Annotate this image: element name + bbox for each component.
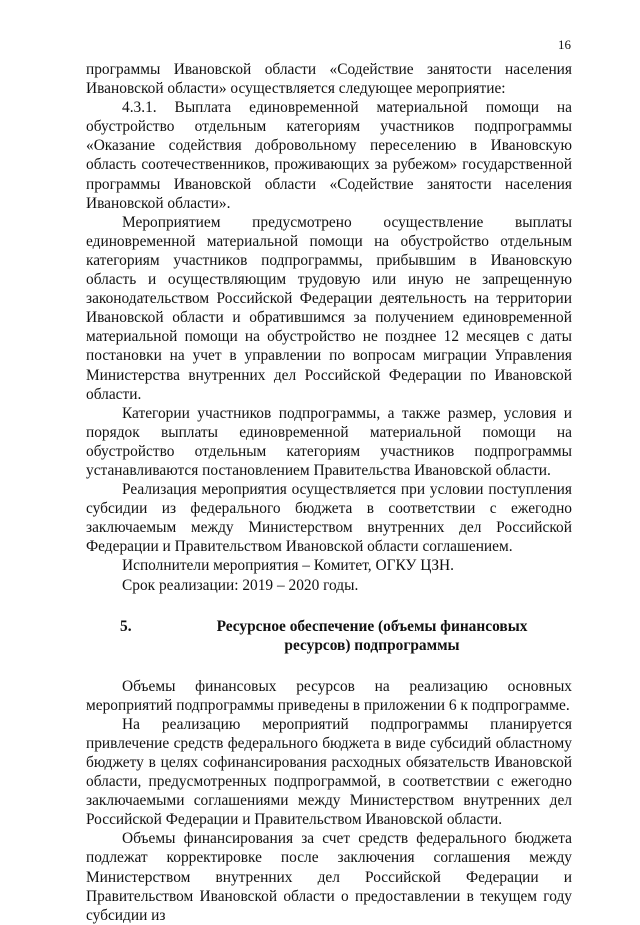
page-number: 16 xyxy=(558,37,571,52)
paragraph-federal-funds: На реализацию мероприятий подпрограммы планируется привлечение средств федерального бюджета в виде субсидий областному бюджету в целях софинансирования расходных обязательств Ивановской области, предусмотренных подпрограммой, в соответствии с ежегодно заключаемыми соглашениями между Министерством внутренних дел Российской Федерации и Правительством Ивановской области. xyxy=(86,715,572,829)
paragraph-continuation: программы Ивановской области «Содействие занятости населения Ивановской области» осуществляется следующее мероприятие: xyxy=(86,61,572,98)
paragraph-implementation-condition: Реализация мероприятия осуществляется при условии поступления субсидии из федерального бюджета в соответствии с ежегодно заключаемым между Министерством внутренних дел Российской Федерации и Правительством Ивановской области соглашением. xyxy=(86,481,572,556)
section-heading xyxy=(86,617,572,655)
section-number: 5. xyxy=(120,617,132,635)
paragraph-categories: Категории участников подпрограммы, а также размер, условия и порядок выплаты единовременной материальной помощи на обустройство отдельным категориям участников подпрограммы устанавливаются постановлением Правительства Ивановской области. xyxy=(86,404,572,479)
paragraph-measure-description: Мероприятием предусмотрено осуществление выплаты единовременной материальной помощи на обустройство отдельным категориям участников подпрограммы, прибывшим в Ивановскую область и осуществляющим трудовую или иную не запрещенную законодательством Российской Федерации деятельность на территории Ивановской области и обратившимся за получением единовременной материальной помощи на обустройство не позднее 12 месяцев с даты постановки на учет в управлении по вопросам миграции Управления Министерства внутренних дел Российской Федерации по Ивановской области. xyxy=(86,213,572,403)
paragraph-financing-adjustment: Объемы финансирования за счет средств федерального бюджета подлежат корректировке после заключения соглашения между Министерством внутренних дел Российской Федерации и Правительством Ивановской области о предоставлении в текущем году субсидии из xyxy=(86,830,572,924)
document-body xyxy=(86,60,572,925)
paragraph-executors: Исполнители мероприятия – Комитет, ОГКУ ЦЗН. xyxy=(122,557,454,575)
paragraph-measure-4-3-1: 4.3.1. Выплата единовременной материальной помощи на обустройство отдельным категориям участников подпрограммы «Оказание содействия добровольному переселению в Ивановскую область соотечественников, проживающих за рубежом» государственной программы Ивановской области «Содействие занятости населения Ивановской области». xyxy=(86,99,572,212)
paragraph-term: Срок реализации: 2019 – 2020 годы. xyxy=(122,576,359,594)
paragraph-financing-volumes: Объемы финансовых ресурсов на реализацию основных мероприятий подпрограммы приведены в приложении 6 к подпрограмме. xyxy=(86,677,572,714)
section-title: Ресурсное обеспечение (объемы финансовых ресурсов) подпрограммы xyxy=(216,617,528,654)
